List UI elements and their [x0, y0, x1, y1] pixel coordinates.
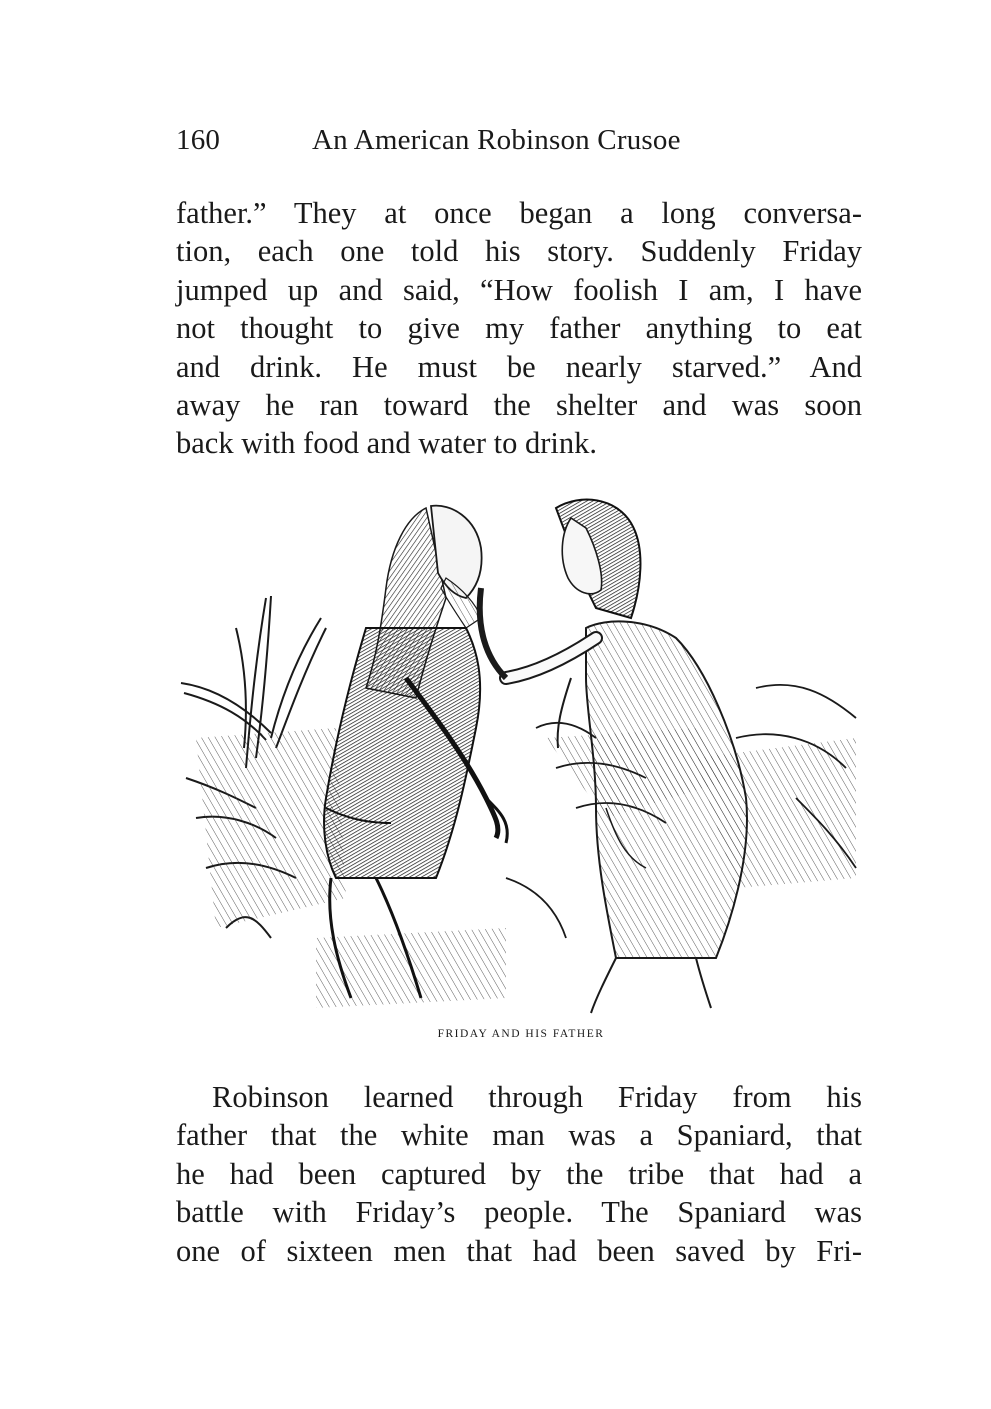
text-line: one of sixteen men that had been saved by Fri-	[176, 1233, 862, 1268]
grass-hatching	[196, 728, 856, 1008]
paragraph-2	[176, 1078, 862, 1270]
friday-figure	[480, 500, 747, 1013]
text-line: away he ran toward the shelter and was soon	[176, 387, 862, 422]
illustration-caption: FRIDAY AND HIS FATHER	[437, 1028, 605, 1040]
text-line: father.” They at once began a long conversa-	[176, 196, 862, 230]
text-line: back with food and water to drink.	[176, 426, 597, 461]
text-line: battle with Friday’s people. The Spaniard was	[176, 1195, 862, 1230]
running-header	[176, 120, 866, 160]
father-figure	[324, 506, 507, 998]
engraving-drawing	[176, 478, 866, 1018]
page-number: 160	[176, 124, 221, 156]
paragraph-1	[176, 194, 862, 463]
engraving-illustration	[176, 478, 866, 1018]
text-line: tion, each one told his story. Suddenly Friday	[176, 234, 862, 269]
text-line: not thought to give my father anything to eat	[176, 311, 862, 346]
text-line: jumped up and said, “How foolish I am, I have	[176, 272, 862, 307]
text-line: and drink. He must be nearly starved.” And	[176, 349, 862, 384]
text-line: father that the white man was a Spaniard, that	[176, 1118, 862, 1153]
running-title: An American Robinson Crusoe	[312, 124, 681, 156]
text-line: he had been captured by the tribe that had a	[176, 1156, 862, 1191]
text-line: Robinson learned through Friday from his	[212, 1080, 862, 1114]
